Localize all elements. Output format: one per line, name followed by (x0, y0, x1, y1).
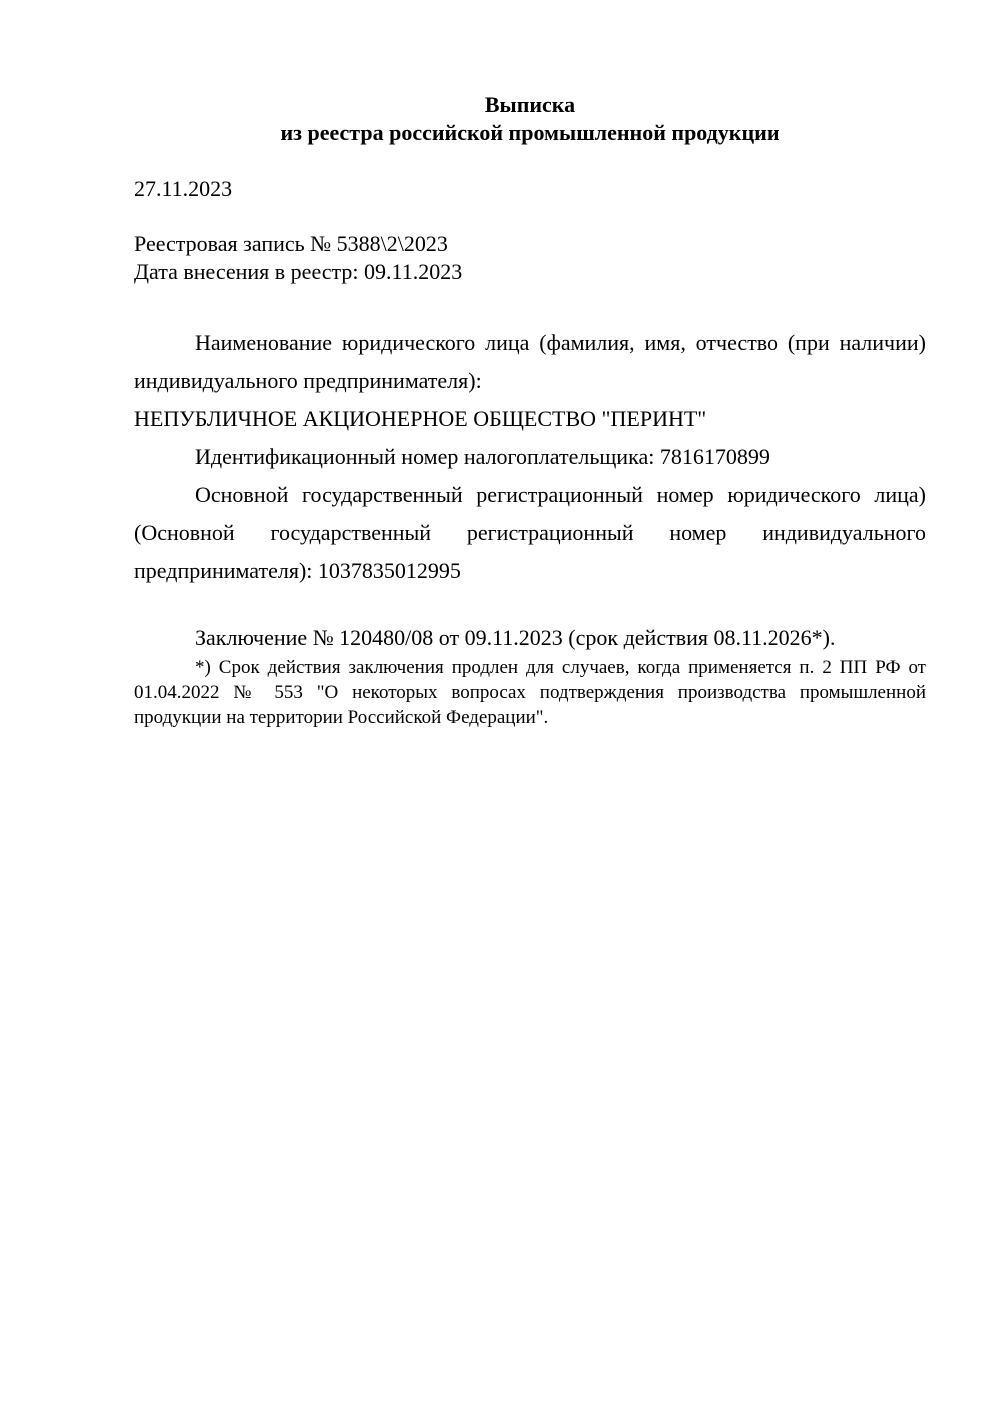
inn-line: Идентификационный номер налогоплательщика: 7816170899 (195, 444, 770, 469)
document-date: 27.11.2023 (134, 176, 233, 201)
ogrn-line: Основной государственный регистрационный номер юридического лица) (Основной государственный регистрационный номер индивидуального предпринимателя): 1037835012995 (134, 482, 926, 583)
title-line-1: Выписка (484, 92, 576, 117)
company-name: НЕПУБЛИЧНОЕ АКЦИОНЕРНОЕ ОБЩЕСТВО "ПЕРИНТ" (134, 406, 707, 431)
title-line-2: из реестра российской промышленной продукции (280, 120, 780, 145)
document-title (134, 91, 926, 147)
footnote: *) Срок действия заключения продлен для случаев, когда применяется п. 2 ПП РФ от 01.04.2022 № 553 "О некоторых вопросах подтверждения производства промышленной продукции на территории Российской Федерации". (134, 657, 926, 728)
conclusion-line: Заключение № 120480/08 от 09.11.2023 (срок действия 08.11.2026*). (195, 625, 836, 650)
registry-date-line: Дата внесения в реестр: 09.11.2023 (134, 259, 463, 284)
legal-name-label: Наименование юридического лица (фамилия, имя, отчество (при наличии) индивидуального предпринимателя): (134, 330, 926, 393)
registry-entry-line: Реестровая запись № 5388\2\2023 (134, 231, 448, 256)
